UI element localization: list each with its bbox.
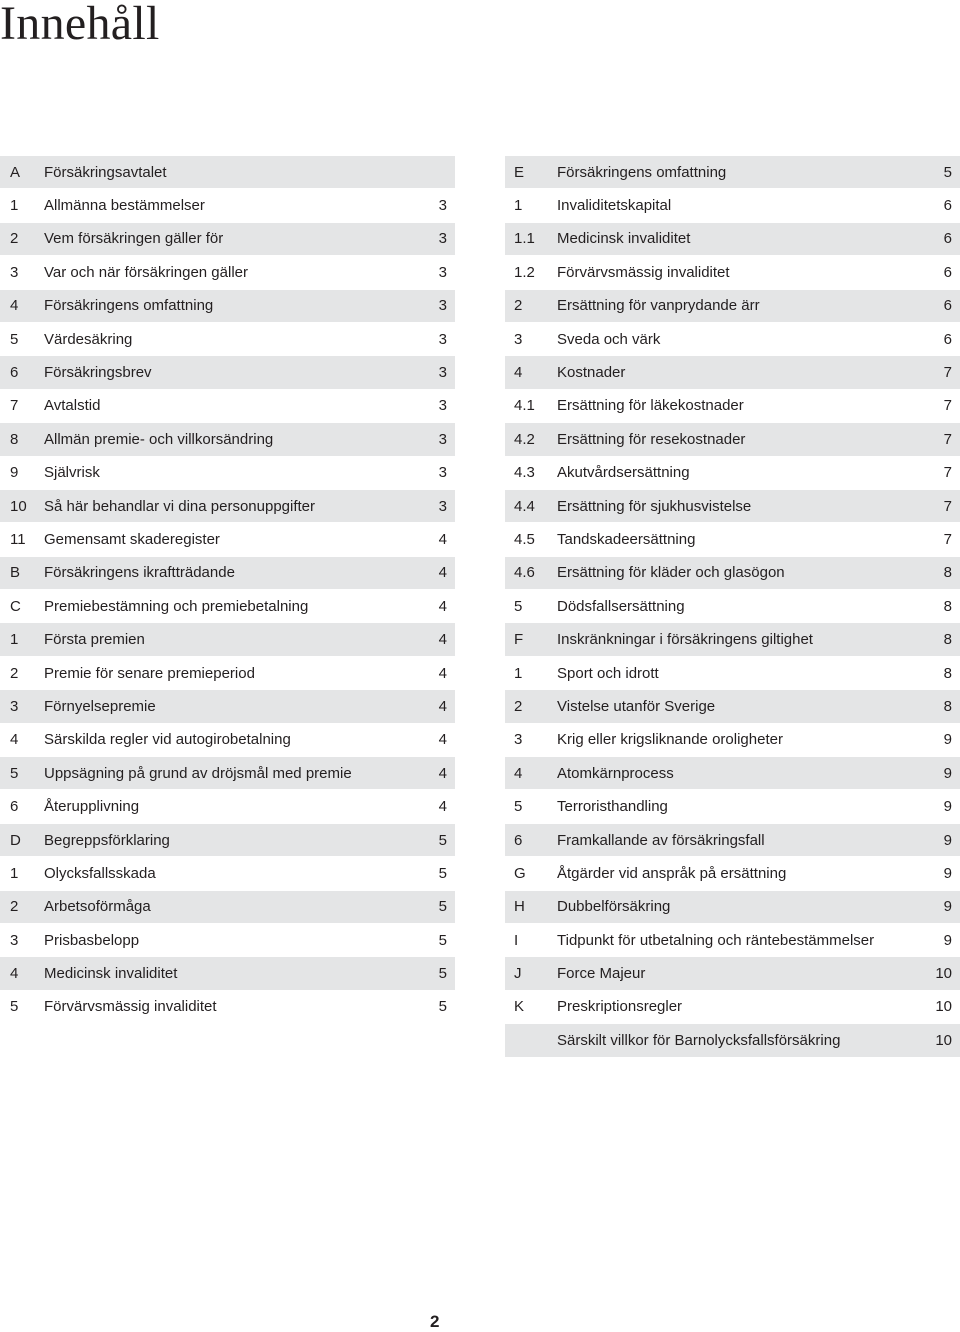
toc-entry-label: Sveda och värk [557, 330, 661, 348]
toc-entry-page: 3 [438, 263, 447, 281]
toc-entry-label: Ersättning för sjukhusvistelse [557, 497, 752, 515]
toc-entry-page: 4 [438, 764, 447, 782]
toc-entry-label: Ersättning för resekostnader [557, 430, 746, 448]
toc-entry[interactable] [0, 957, 455, 990]
toc-entry[interactable] [505, 824, 960, 857]
toc-entry-page: 6 [943, 297, 952, 315]
toc-entry-number: 4 [10, 731, 19, 749]
toc-entry-number: C [10, 597, 21, 615]
toc-entry-label: Premiebestämning och premiebetalning [44, 597, 309, 615]
toc-entry[interactable] [505, 724, 960, 757]
toc-entry-page: 3 [438, 497, 447, 515]
toc-entry-page: 7 [943, 497, 952, 515]
toc-entry-number: 2 [10, 664, 19, 682]
toc-entry-number: B [10, 564, 21, 582]
toc-entry[interactable] [0, 657, 455, 690]
toc-entry[interactable] [0, 523, 455, 556]
toc-entry-number: 2 [514, 297, 523, 315]
toc-entry[interactable] [505, 857, 960, 890]
toc-entry-label: Tandskadeersättning [557, 530, 696, 548]
toc-entry-number: 5 [514, 597, 523, 615]
toc-entry[interactable] [505, 557, 960, 590]
toc-entry-number: 6 [514, 831, 523, 849]
toc-entry[interactable] [505, 390, 960, 423]
toc-entry-page: 9 [943, 731, 952, 749]
toc-entry-label: Försäkringsbrev [44, 364, 152, 382]
toc-entry-page: 3 [438, 297, 447, 315]
toc-entry-page: 8 [943, 697, 952, 715]
toc-entry-number: 1 [514, 197, 523, 215]
toc-entry-number: K [514, 998, 525, 1016]
toc-entry-page: 6 [943, 230, 952, 248]
toc-entry-number: 2 [10, 230, 19, 248]
toc-entry-page: 7 [943, 464, 952, 482]
toc-entry[interactable] [0, 390, 455, 423]
toc-entry-label: Framkallande av försäkringsfall [557, 831, 765, 849]
toc-entry-label: Allmän premie- och villkorsändring [44, 430, 274, 448]
toc-entry-page: 4 [438, 731, 447, 749]
toc-entry[interactable] [0, 223, 455, 256]
toc-entry-number: 6 [10, 364, 19, 382]
toc-entry-label: Medicinsk invaliditet [557, 230, 691, 248]
toc-entry[interactable] [0, 356, 455, 389]
toc-entry-page: 10 [935, 998, 952, 1016]
toc-entry-label: Förvärvsmässig invaliditet [44, 998, 217, 1016]
toc-entry[interactable] [0, 189, 455, 222]
toc-entry-page: 6 [943, 263, 952, 281]
toc-entry-number: 11 [10, 530, 26, 548]
toc-entry-page: 7 [943, 530, 952, 548]
toc-entry-number: 4.3 [514, 464, 535, 482]
toc-entry[interactable] [505, 657, 960, 690]
toc-entry-number: 1 [10, 631, 19, 649]
toc-entry-page: 9 [943, 798, 952, 816]
toc-entry[interactable] [505, 891, 960, 924]
toc-entry[interactable] [0, 790, 455, 823]
toc-entry-label: Sport och idrott [557, 664, 659, 682]
toc-entry-number: 4.6 [514, 564, 535, 582]
toc-entry-number: 4.5 [514, 530, 535, 548]
toc-entry-label: Ersättning för vanprydande ärr [557, 297, 760, 315]
toc-entry-page: 9 [943, 831, 952, 849]
toc-entry-label: Försäkringens omfattning [557, 163, 727, 181]
toc-entry[interactable] [0, 490, 455, 523]
toc-entry-page: 3 [438, 397, 447, 415]
toc-entry-label: Värdesäkring [44, 330, 133, 348]
toc-entry-page: 7 [943, 397, 952, 415]
toc-entry-label: Självrisk [44, 464, 100, 482]
toc-entry[interactable] [0, 690, 455, 723]
toc-entry-number: A [10, 163, 21, 181]
toc-entry[interactable] [0, 256, 455, 289]
toc-entry-page: 7 [943, 364, 952, 382]
toc-entry[interactable] [505, 957, 960, 990]
toc-entry[interactable] [505, 156, 960, 189]
toc-entry-number: 1 [10, 197, 19, 215]
toc-entry-label: Vem försäkringen gäller för [44, 230, 224, 248]
toc-entry-label: Uppsägning på grund av dröjsmål med premie [44, 764, 352, 782]
toc-entry-label: Krig eller krigsliknande oroligheter [557, 731, 783, 749]
toc-entry-label: Åtgärder vid anspråk på ersättning [557, 864, 787, 882]
toc-entry[interactable] [505, 757, 960, 790]
toc-entry-number: 5 [10, 998, 19, 1016]
toc-entry-number: 3 [10, 697, 19, 715]
toc-entry-page: 3 [438, 330, 447, 348]
toc-entry-label: Försäkringens ikraftträdande [44, 564, 235, 582]
toc-entry[interactable] [505, 590, 960, 623]
toc-entry-label: Atomkärnprocess [557, 764, 674, 782]
toc-entry-page: 9 [943, 898, 952, 916]
toc-entry[interactable] [0, 156, 455, 189]
toc-entry-page: 9 [943, 864, 952, 882]
toc-entry-label: Begreppsförklaring [44, 831, 170, 849]
toc-entry-page: 3 [438, 464, 447, 482]
toc-entry-page: 4 [438, 564, 447, 582]
toc-entry-number: 5 [10, 330, 19, 348]
toc-entry-number: H [514, 898, 525, 916]
toc-entry[interactable] [0, 323, 455, 356]
toc-entry-label: Första premien [44, 631, 145, 649]
toc-entry-label: Force Majeur [557, 965, 646, 983]
toc-entry-label: Var och när försäkringen gäller [44, 263, 248, 281]
toc-entry-label: Invaliditetskapital [557, 197, 672, 215]
toc-entry-number: 7 [10, 397, 19, 415]
toc-entry-number: D [10, 831, 21, 849]
toc-entry-number: E [514, 163, 525, 181]
toc-entry-page: 5 [438, 998, 447, 1016]
toc-entry-label: Kostnader [557, 364, 626, 382]
toc-entry-number: 1 [514, 664, 523, 682]
toc-entry-label: Akutvårdsersättning [557, 464, 690, 482]
toc-entry[interactable] [505, 323, 960, 356]
toc-entry-label: Särskilda regler vid autogirobetalning [44, 731, 291, 749]
toc-entry-label: Förvärvsmässig invaliditet [557, 263, 730, 281]
toc-entry-number: 3 [10, 263, 19, 281]
toc-entry-page: 5 [438, 965, 447, 983]
toc-entry-label: Avtalstid [44, 397, 101, 415]
toc-entry-label: Försäkringsavtalet [44, 163, 167, 181]
toc-entry-page: 3 [438, 364, 447, 382]
page-title: Innehåll [0, 0, 160, 50]
toc-entry-label: Försäkringens omfattning [44, 297, 214, 315]
toc-entry[interactable] [505, 290, 960, 323]
toc-entry-label: Tidpunkt för utbetalning och räntebestämmelser [557, 931, 875, 949]
toc-entry-number: 8 [10, 430, 19, 448]
toc-entry[interactable] [505, 223, 960, 256]
toc-entry-label: Gemensamt skaderegister [44, 530, 220, 548]
toc-entry[interactable] [0, 724, 455, 757]
toc-entry-number: 5 [10, 764, 19, 782]
toc-entry-page: 8 [943, 664, 952, 682]
toc-entry[interactable] [505, 523, 960, 556]
toc-entry-page: 10 [935, 1031, 952, 1049]
toc-entry[interactable] [505, 623, 960, 656]
toc-entry-number: 2 [514, 697, 523, 715]
toc-entry-number: 4 [514, 764, 523, 782]
toc-entry-page: 9 [943, 764, 952, 782]
toc-entry-number: 4 [10, 297, 19, 315]
toc-entry-page: 7 [943, 430, 952, 448]
toc-entry-page: 3 [438, 230, 447, 248]
toc-entry-page: 10 [935, 965, 952, 983]
toc-entry[interactable] [505, 1024, 960, 1057]
toc-entry-number: 5 [514, 798, 523, 816]
toc-entry-page: 5 [438, 831, 447, 849]
toc-entry-number: 4 [514, 364, 523, 382]
toc-entry-label: Dubbelförsäkring [557, 898, 671, 916]
toc-entry-label: Inskränkningar i försäkringens giltighet [557, 631, 813, 649]
toc-entry-number: 1 [10, 864, 19, 882]
toc-entry[interactable] [505, 256, 960, 289]
toc-entry-label: Prisbasbelopp [44, 931, 140, 949]
toc-entry-number: 2 [10, 898, 19, 916]
toc-left-column [0, 156, 455, 1024]
toc-entry-number: 4.1 [514, 397, 535, 415]
toc-entry-page: 3 [438, 430, 447, 448]
toc-entry-page: 4 [438, 664, 447, 682]
toc-entry[interactable] [505, 423, 960, 456]
toc-entry-label: Olycksfallsskada [44, 864, 156, 882]
toc-entry[interactable] [0, 590, 455, 623]
toc-entry-number: F [514, 631, 524, 649]
toc-entry[interactable] [0, 891, 455, 924]
toc-entry[interactable] [505, 457, 960, 490]
toc-entry[interactable] [0, 757, 455, 790]
toc-entry-number: 4.4 [514, 497, 535, 515]
toc-entry-number: I [514, 931, 519, 949]
toc-entry[interactable] [505, 356, 960, 389]
toc-entry-page: 3 [438, 197, 447, 215]
toc-entry-label: Ersättning för läkekostnader [557, 397, 744, 415]
toc-entry-number: 4.2 [514, 430, 535, 448]
toc-entry-page: 5 [943, 163, 952, 181]
toc-entry[interactable] [505, 189, 960, 222]
toc-entry-page: 6 [943, 197, 952, 215]
toc-entry-page: 4 [438, 530, 447, 548]
toc-right-column [505, 156, 960, 1058]
toc-entry-page: 8 [943, 597, 952, 615]
toc-entry-number: 3 [514, 330, 523, 348]
toc-entry-label: Preskriptionsregler [557, 998, 683, 1016]
toc-entry-page: 5 [438, 898, 447, 916]
toc-entry[interactable] [0, 457, 455, 490]
toc-entry[interactable] [0, 557, 455, 590]
toc-entry[interactable] [505, 991, 960, 1024]
toc-entry-label: Ersättning för kläder och glasögon [557, 564, 785, 582]
toc-entry[interactable] [0, 991, 455, 1024]
toc-entry[interactable] [505, 790, 960, 823]
toc-entry-number: 1.2 [514, 263, 535, 281]
toc-entry[interactable] [505, 924, 960, 957]
toc-entry-label: Särskilt villkor för Barnolycksfallsförsäkring [557, 1031, 841, 1049]
toc-entry-page: 4 [438, 798, 447, 816]
toc-entry-label: Terroristhandling [557, 798, 668, 816]
toc-entry-label: Vistelse utanför Sverige [557, 697, 716, 715]
toc-entry-number: 4 [10, 965, 19, 983]
toc-entry[interactable] [0, 824, 455, 857]
toc-entry-page: 8 [943, 564, 952, 582]
toc-entry-page: 5 [438, 864, 447, 882]
toc-entry-number: 3 [514, 731, 523, 749]
toc-entry-page: 4 [438, 697, 447, 715]
page-number: 2 [430, 1312, 440, 1331]
toc-entry-label: Dödsfallsersättning [557, 597, 685, 615]
toc-entry-label: Så här behandlar vi dina personuppgifter [44, 497, 316, 515]
toc-entry-label: Allmänna bestämmelser [44, 197, 205, 215]
toc-entry[interactable] [0, 423, 455, 456]
toc-entry-label: Återupplivning [44, 798, 140, 816]
toc-entry-number: 3 [10, 931, 19, 949]
toc-entry-number: 9 [10, 464, 19, 482]
toc-entry[interactable] [505, 490, 960, 523]
toc-entry[interactable] [0, 857, 455, 890]
toc-entry-label: Premie för senare premieperiod [44, 664, 255, 682]
toc-entry[interactable] [0, 924, 455, 957]
toc-entry-number: J [514, 965, 522, 983]
toc-entry-page: 5 [438, 931, 447, 949]
toc-entry[interactable] [0, 623, 455, 656]
toc-entry-page: 4 [438, 631, 447, 649]
toc-entry-number: 10 [10, 497, 27, 515]
toc-entry-label: Arbetsoförmåga [44, 898, 151, 916]
toc-entry-label: Förnyelsepremie [44, 697, 156, 715]
toc-entry-label: Medicinsk invaliditet [44, 965, 178, 983]
toc-entry-page: 6 [943, 330, 952, 348]
toc-entry[interactable] [0, 290, 455, 323]
toc-entry-number: 6 [10, 798, 19, 816]
toc-entry-page: 9 [943, 931, 952, 949]
toc-entry-page: 8 [943, 631, 952, 649]
toc-entry-page: 4 [438, 597, 447, 615]
toc-entry-number: G [514, 864, 526, 882]
toc-entry-number: 1.1 [514, 230, 535, 248]
toc-entry[interactable] [505, 690, 960, 723]
